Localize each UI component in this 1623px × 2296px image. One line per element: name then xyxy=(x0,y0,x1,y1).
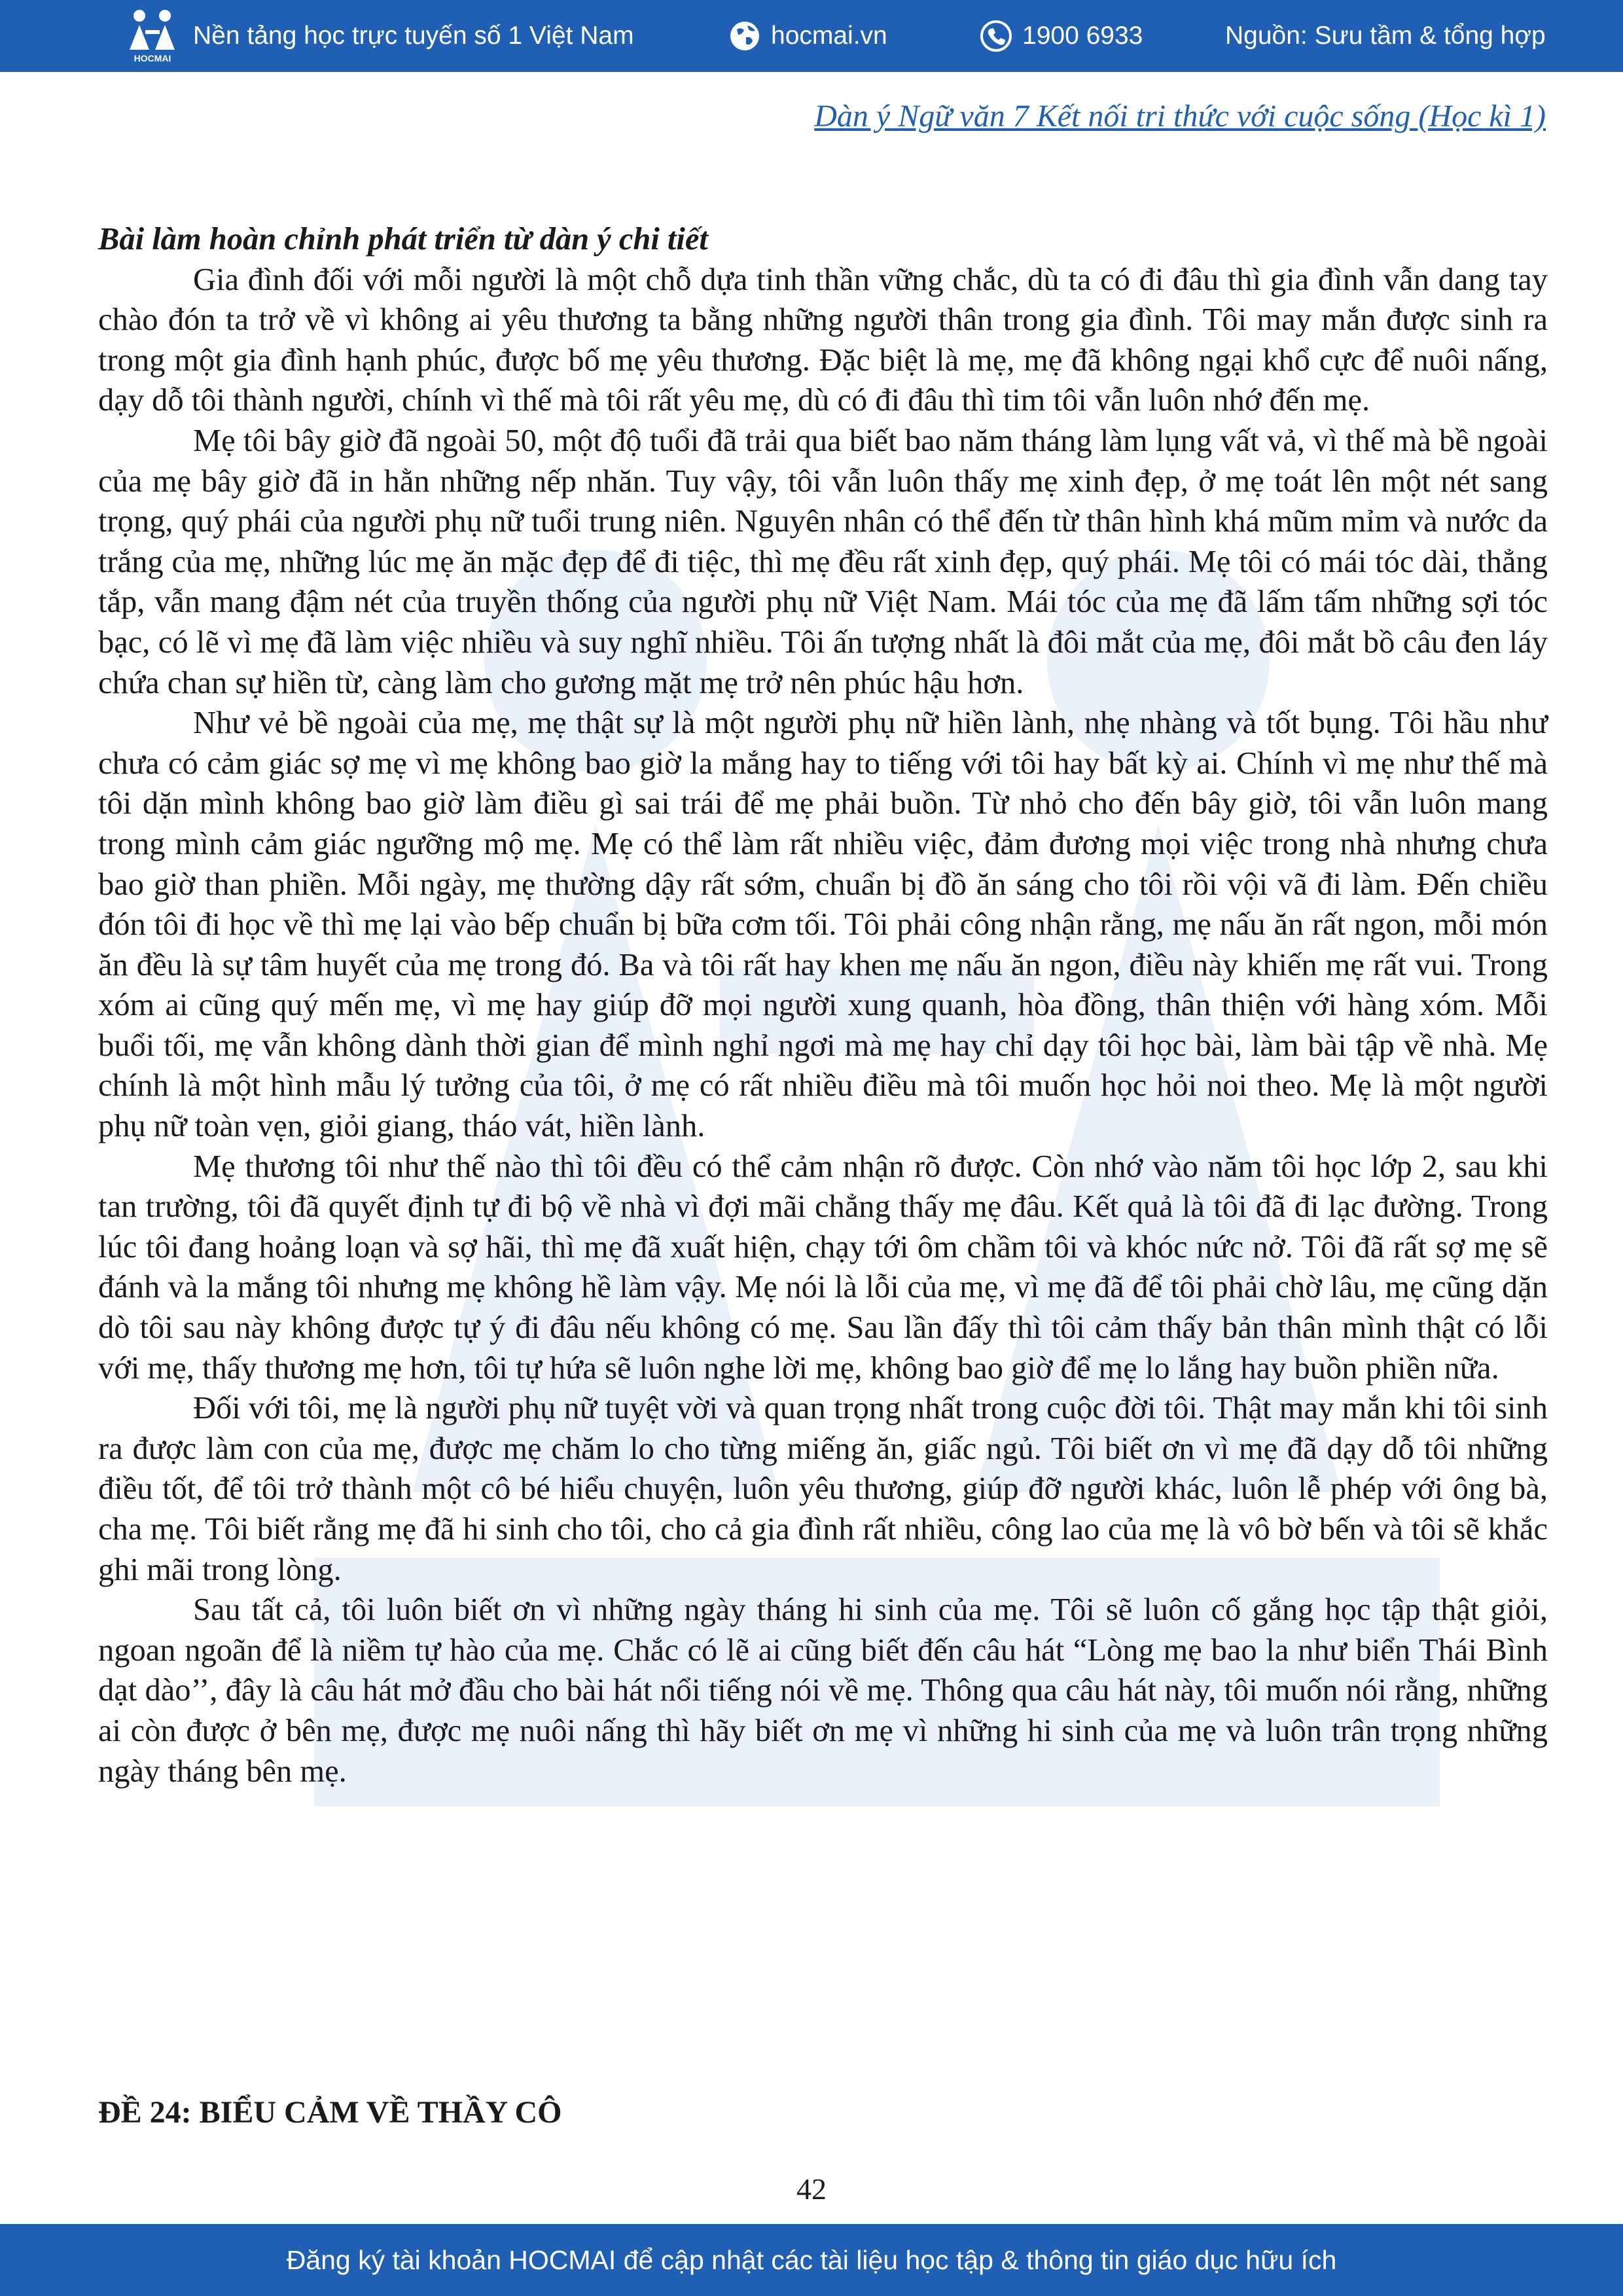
page-number: 42 xyxy=(796,2172,827,2206)
logo-text: HOCMAI xyxy=(134,53,171,63)
essay-paragraph: Mẹ tôi bây giờ đã ngoài 50, một độ tuổi đã trải qua biết bao năm tháng làm lụng vất vả, vì thế mà bề ngoài của mẹ bây giờ đã in hằn những nếp nhăn. Tuy vậy, tôi vẫn luôn thấy mẹ xinh đẹp, ở mẹ toát lên một nét sang trọng, quý phái của người phụ nữ tuổi trung niên. Nguyên nhân có thể đến từ thân hình khá mũm mỉm và nước da trắng của mẹ, những lúc mẹ ăn mặc đẹp để đi tiệc, thì mẹ đều rất xinh đẹp, quý phái. Mẹ tôi có mái tóc dài, thẳng tắp, vẫn mang đậm nét của truyền thống của người phụ nữ Việt Nam. Mái tóc của mẹ đã lấm tấm những sợi tóc bạc, có lẽ vì mẹ đã làm việc nhiều và suy nghĩ nhiều. Tôi ấn tượng nhất là đôi mắt của mẹ, đôi mắt bồ câu đen láy chứa chan sự hiền từ, càng làm cho gương mặt mẹ trở nên phúc hậu hơn. xyxy=(98,423,1548,700)
footer-banner[interactable] xyxy=(0,2224,1623,2296)
hocmai-logo[interactable] xyxy=(123,7,182,64)
document-subtitle[interactable]: Dàn ý Ngữ văn 7 Kết nối tri thức với cuộc sống (Học kì 1) xyxy=(814,99,1546,134)
phone-icon xyxy=(979,19,1013,53)
essay-paragraph: Đối với tôi, mẹ là người phụ nữ tuyệt vời và quan trọng nhất trong cuộc đời tôi. Thật may mắn khi tôi sinh ra được làm con của mẹ, được mẹ chăm lo cho từng miếng ăn, giấc ngủ. Tôi biết ơn vì mẹ đã dạy dỗ tôi những điều tốt, để tôi trở thành một cô bé hiểu chuyện, luôn yêu thương, giúp đỡ người khác, luôn lễ phép với ông bà, cha mẹ. Tôi biết rằng mẹ đã hi sinh cho tôi, cho cả gia đình rất nhiều, công lao của mẹ là vô bờ bến và tôi sẽ khắc ghi mãi trong lòng. xyxy=(98,1391,1548,1587)
footer-text: Đăng ký tài khoản HOCMAI để cập nhật các tài liệu học tập & thông tin giáo dục hữu ích xyxy=(286,2244,1337,2275)
website-link[interactable] xyxy=(728,0,887,72)
essay-paragraph: Sau tất cả, tôi luôn biết ơn vì những ngày tháng hi sinh của mẹ. Tôi sẽ luôn cố gắng học tập thật giỏi, ngoan ngoãn để là niềm tự hào của mẹ. Chắc có lẽ ai cũng biết đến câu hát “Lòng mẹ bao la như biển Thái Bình dạt dào’’, đây là câu hát mở đầu cho bài hát nổi tiếng nói về mẹ. Thông qua câu hát này, tôi muốn nói rằng, những ai còn được ở bên mẹ, được mẹ nuôi nấng thì hãy biết ơn mẹ vì những hi sinh của mẹ và luôn trân trọng những ngày tháng bên mẹ. xyxy=(98,1592,1548,1789)
hotline[interactable] xyxy=(979,0,1143,72)
essay-paragraph: Mẹ thương tôi như thế nào thì tôi đều có thể cảm nhận rõ được. Còn nhớ vào năm tôi học lớp 2, sau khi tan trường, tôi đã quyết định tự đi bộ về nhà vì đợi mãi chẳng thấy mẹ đâu. Kết quả là tôi đã đi lạc đường. Trong lúc tôi đang hoảng loạn và sợ hãi, thì mẹ đã xuất hiện, chạy tới ôm chầm tôi và khóc nức nở. Tôi đã rất sợ mẹ sẽ đánh và la mắng tôi nhưng mẹ không hề làm vậy. Mẹ nói là lỗi của mẹ, vì mẹ đã để tôi phải chờ lâu, mẹ cũng dặn dò tôi sau này không được tự ý đi đâu nếu không có mẹ. Sau lần đấy thì tôi cảm thấy bản thân mình thật có lỗi với mẹ, thấy thương mẹ hơn, tôi tự hứa sẽ luôn nghe lời mẹ, không bao giờ để mẹ lo lắng hay buồn phiền nữa. xyxy=(98,1149,1548,1386)
essay-paragraph: Gia đình đối với mỗi người là một chỗ dựa tinh thần vững chắc, dù ta có đi đâu thì gia đình vẫn dang tay chào đón ta trở về vì không ai yêu thương ta bằng những người thân trong gia đình. Tôi may mắn được sinh ra trong một gia đình hạnh phúc, được bố mẹ yêu thương. Đặc biệt là mẹ, mẹ đã không ngại khổ cực để nuôi nấng, dạy dỗ tôi thành người, chính vì thế mà tôi rất yêu mẹ, dù có đi đâu thì tim tôi vẫn luôn nhớ đến mẹ. xyxy=(98,262,1548,418)
essay-heading: Bài làm hoàn chỉnh phát triển từ dàn ý chi tiết xyxy=(98,222,708,257)
source-text: Nguồn: Sưu tầm & tổng hợp xyxy=(1225,22,1546,50)
essay-paragraph: Như vẻ bề ngoài của mẹ, mẹ thật sự là một người phụ nữ hiền lành, nhẹ nhàng và tốt bụng. Tôi hầu như chưa có cảm giác sợ mẹ vì mẹ không bao giờ la mắng hay to tiếng với tôi hay bất kỳ ai. Chính vì mẹ như thế mà tôi dặn mình không bao giờ làm điều gì sai trái để mẹ phải buồn. Từ nhỏ cho đến bây giờ, tôi vẫn luôn mang trong mình cảm giác ngưỡng mộ mẹ. Mẹ có thể làm rất nhiều việc, đảm đương mọi việc trong nhà nhưng chưa bao giờ than phiền. Mỗi ngày, mẹ thường dậy rất sớm, chuẩn bị đồ ăn sáng cho tôi rồi vội vã đi làm. Đến chiều đón tôi đi học về thì mẹ lại vào bếp chuẩn bị bữa cơm tối. Tôi phải công nhận rằng, mẹ nấu ăn rất ngon, mỗi món ăn đều là sự tâm huyết của mẹ trong đó. Ba và tôi rất hay khen mẹ nấu ăn ngon, điều này khiến mẹ rất vui. Trong xóm ai cũng quý mến mẹ, vì mẹ hay giúp đỡ mọi người xung quanh, hòa đồng, thân thiện với hàng xóm. Mỗi buổi tối, mẹ vẫn không dành thời gian để mình nghỉ ngơi mà mẹ hay chỉ dạy tôi học bài, làm bài tập về nhà. Mẹ chính là một hình mẫu lý tưởng của tôi, ở mẹ có rất nhiều điều mà tôi muốn học hỏi noi theo. Mẹ là một người phụ nữ toàn vẹn, giỏi giang, tháo vát, hiền lành. xyxy=(98,706,1548,1144)
top-banner xyxy=(0,0,1623,72)
globe-icon xyxy=(728,19,762,53)
website-text: hocmai.vn xyxy=(771,22,887,50)
slogan: Nền tảng học trực tuyến số 1 Việt Nam xyxy=(193,22,634,50)
next-topic-title: ĐỀ 24: BIỂU CẢM VỀ THẦY CÔ xyxy=(98,2095,562,2130)
essay-body xyxy=(98,219,1548,1791)
phone-text: 1900 6933 xyxy=(1022,22,1143,50)
